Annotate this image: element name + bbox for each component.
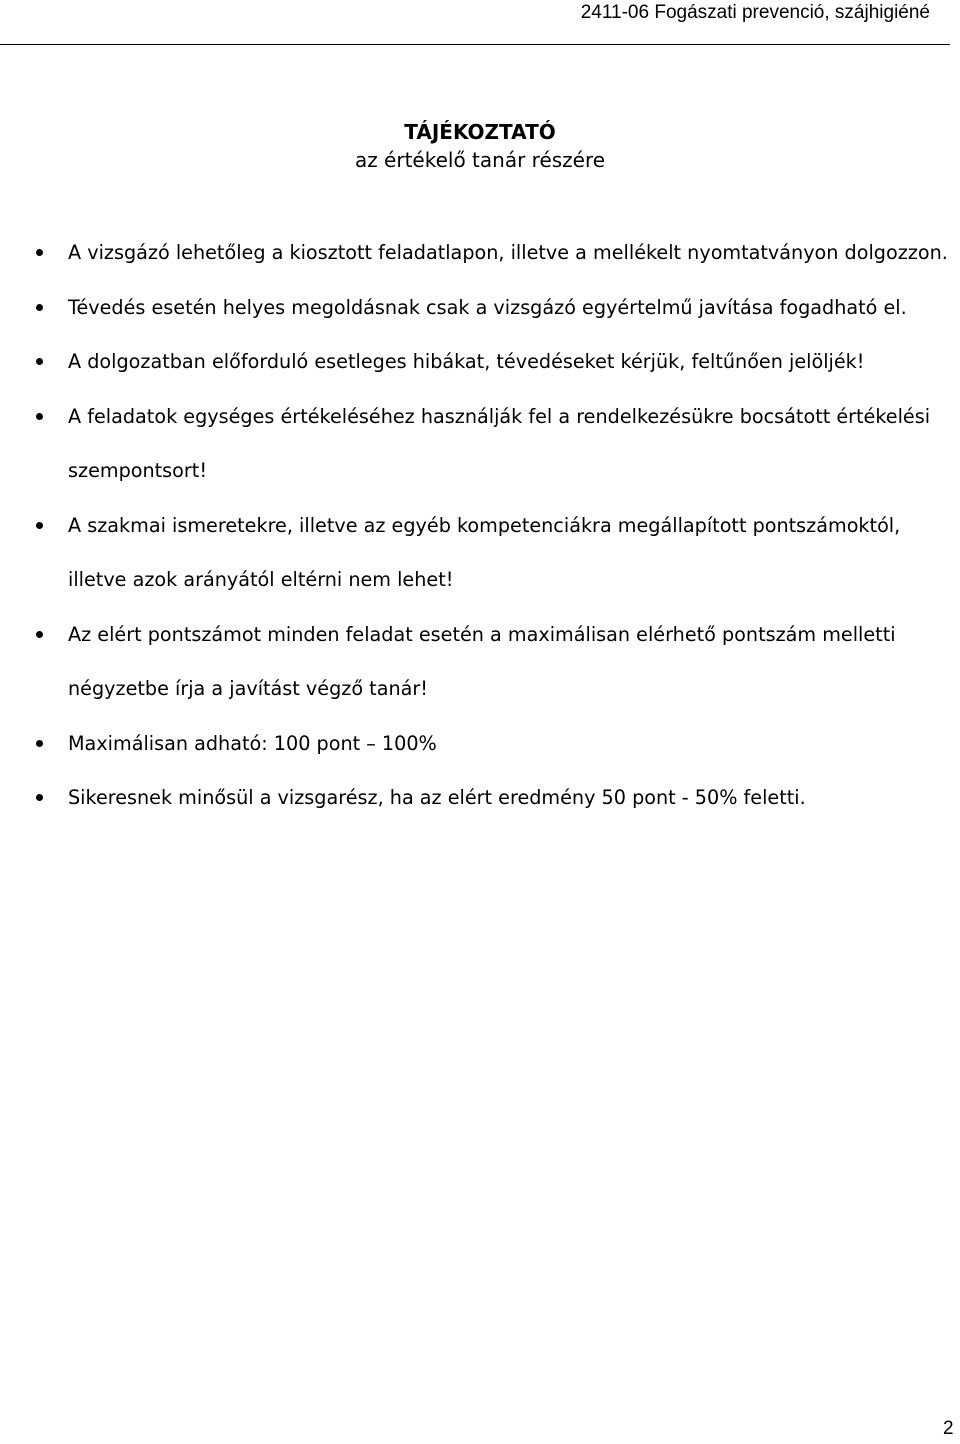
instruction-text: A vizsgázó lehetőleg a kiosztott feladatlapon, illetve a mellékelt nyomtatványon dolgozzon. xyxy=(68,241,948,264)
page-header-title: 2411-06 Fogászati prevenció, szájhigiéné xyxy=(580,2,930,23)
instruction-item xyxy=(0,281,960,336)
bullet-icon xyxy=(36,631,43,638)
instruction-text: A dolgozatban előforduló esetleges hibákat, tévedéseket kérjük, feltűnően jelöljék! xyxy=(68,350,865,373)
instruction-text: Tévedés esetén helyes megoldásnak csak a vizsgázó egyértelmű javítása fogadható el. xyxy=(68,295,907,319)
instruction-item xyxy=(0,608,960,717)
instruction-item xyxy=(0,226,960,281)
instruction-item xyxy=(0,499,960,608)
notice-title-block xyxy=(0,118,960,174)
instruction-text: Sikeresnek minősül a vizsgarész, ha az elért eredmény 50 pont - 50% feletti. xyxy=(68,786,806,809)
instruction-item xyxy=(0,390,960,499)
bullet-icon xyxy=(36,794,43,801)
instruction-text: A feladatok egységes értékeléséhez használják fel a rendelkezésükre bocsátott értékelési szempontsort! xyxy=(68,404,931,482)
instruction-text: A szakmai ismeretekre, illetve az egyéb kompetenciákra megállapított pontszámoktól, illetve azok arányától eltérni nem lehet! xyxy=(68,513,901,591)
page-number: 2 xyxy=(943,1418,954,1439)
bullet-icon xyxy=(36,358,43,365)
bullet-icon xyxy=(36,304,43,311)
instruction-text: Maximálisan adható: 100 pont – 100% xyxy=(68,731,437,755)
instruction-item xyxy=(0,335,960,390)
instruction-item xyxy=(0,717,960,772)
header-divider xyxy=(0,44,950,45)
instruction-text: Az elért pontszámot minden feladat esetén a maximálisan elérhető pontszám melletti négyzetbe írja a javítást végző tanár! xyxy=(68,622,896,700)
notice-heading: TÁJÉKOZTATÓ xyxy=(404,120,556,144)
instruction-item xyxy=(0,771,960,826)
bullet-icon xyxy=(36,413,43,420)
notice-subheading: az értékelő tanár részére xyxy=(354,148,606,172)
bullet-icon xyxy=(36,740,43,747)
instruction-list xyxy=(0,226,960,826)
bullet-icon xyxy=(36,522,43,529)
bullet-icon xyxy=(36,249,43,256)
